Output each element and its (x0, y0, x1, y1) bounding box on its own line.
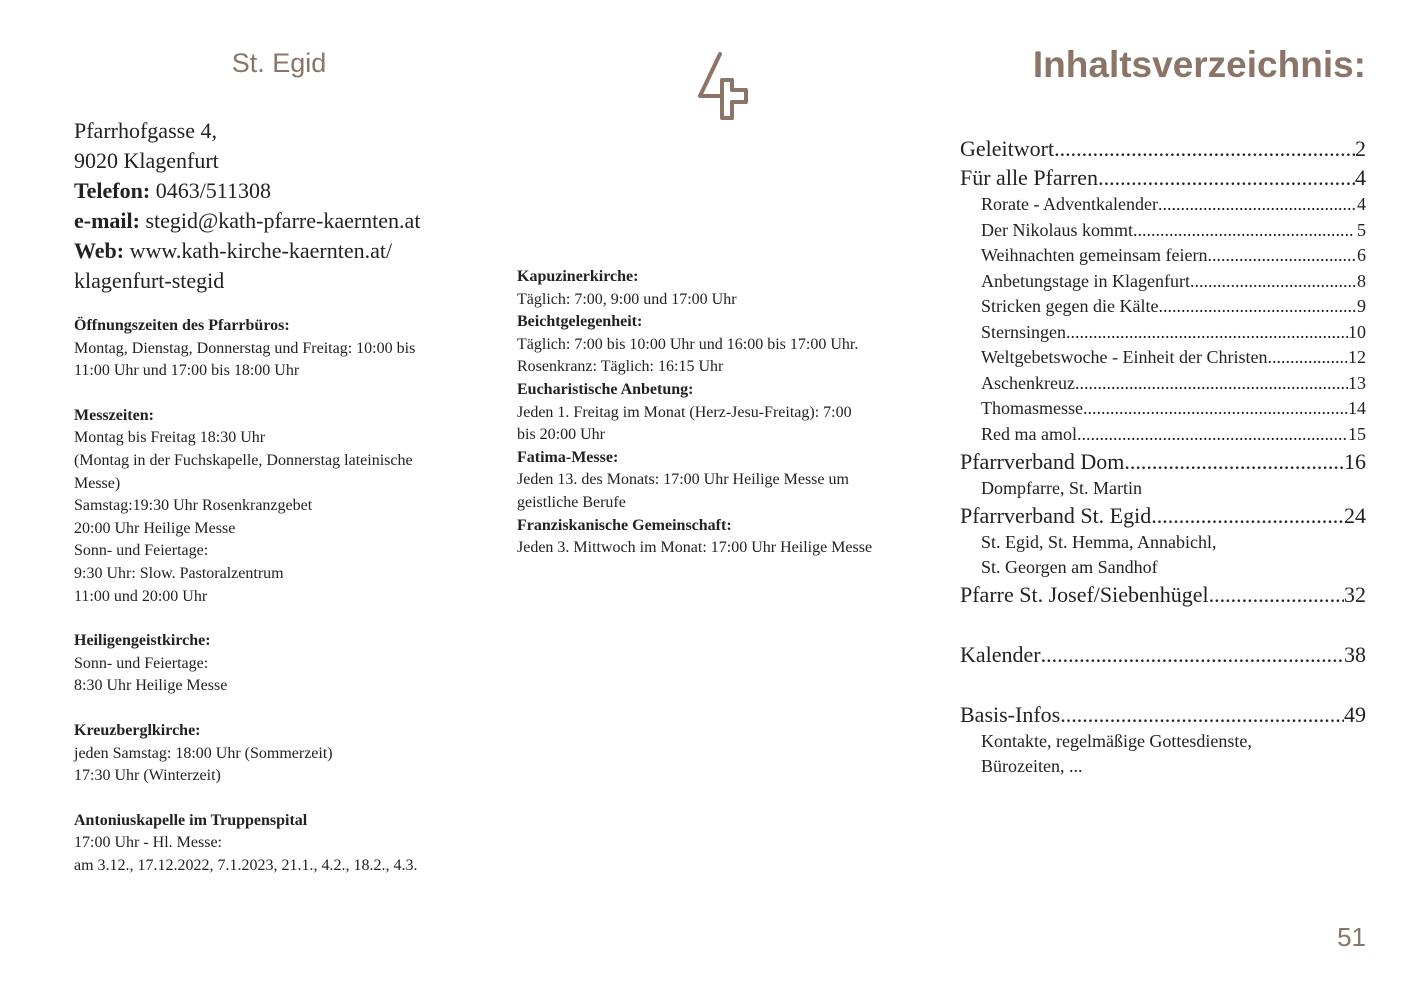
section-line: am 3.12., 17.12.2022, 7.1.2023, 21.1., 4.2., 18.2., 4.3. (74, 856, 418, 874)
toc-entry-title: Pfarre St. Josef/Siebenhügel (960, 582, 1209, 607)
toc-subentry[interactable] (960, 422, 1366, 448)
toc-entry-page: 49 (1344, 702, 1366, 727)
section-line: 9:30 Uhr: Slow. Pastoralzentrum (74, 564, 284, 582)
toc-title: Inhaltsverzeichnis: (1032, 44, 1366, 85)
toc-entry-page: 14 (1348, 398, 1366, 418)
toc-entry-page: 13 (1348, 372, 1366, 393)
web-link-continued[interactable]: klagenfurt-stegid (74, 268, 225, 293)
table-of-contents (960, 134, 1366, 779)
section-heading: Fatima-Messe: (517, 448, 619, 466)
phone-line (74, 176, 504, 206)
section-heading: Franziskanische Gemeinschaft: (517, 516, 732, 534)
section-line: Messe) (74, 474, 121, 492)
web-link[interactable]: www.kath-kirche-kaernten.at/ (129, 238, 393, 263)
toc-entry-title: Weltgebetswoche - Einheit der Christen (981, 347, 1268, 367)
toc-entry-title: Pfarrverband St. Egid (960, 503, 1152, 528)
toc-subentry[interactable] (960, 192, 1366, 218)
section-office-hours (74, 315, 494, 383)
middle-schedule-sections (517, 266, 937, 560)
toc-entry-page: 5 (1352, 219, 1366, 240)
toc-entry-title: Basis-Infos (960, 702, 1061, 727)
section-heading: Beichtgelegenheit: (517, 313, 643, 331)
toc-entry-page: 2 (1355, 136, 1366, 161)
section-line: Jeden 3. Mittwoch im Monat: 17:00 Uhr Heilige Messe (517, 539, 873, 557)
web-line (74, 236, 504, 266)
section-line: Täglich: 7:00 bis 10:00 Uhr und 16:00 bis 17:00 Uhr. (517, 335, 859, 353)
phone-label: Telefon: (74, 178, 151, 203)
section-line: jeden Samstag: 18:00 Uhr (Sommerzeit) (74, 744, 333, 762)
address-city: 9020 Klagenfurt (74, 148, 219, 173)
toc-entry[interactable] (960, 580, 1366, 609)
toc-entry-title: Red ma amol (981, 423, 1077, 444)
section-line: (Montag in der Fuchskapelle, Donnerstag lateinische (74, 451, 413, 469)
section-line: 8:30 Uhr Heilige Messe (74, 677, 228, 695)
toc-subentry[interactable] (960, 371, 1366, 397)
toc-leader-dots (1060, 700, 1344, 729)
toc-entry-page: 6 (1357, 245, 1366, 265)
toc-note: St. Egid, St. Hemma, Annabichl, (981, 532, 1217, 552)
toc-subentry[interactable] (960, 218, 1366, 244)
section-line: Sonn- und Feiertage: (74, 654, 209, 672)
toc-subentry[interactable] (960, 243, 1366, 269)
section-heading: Antoniuskapelle im Truppenspital (74, 811, 308, 829)
toc-entry-title: Pfarrverband Dom (960, 449, 1125, 474)
toc-subentry[interactable] (960, 345, 1366, 371)
toc-entry-title: Rorate - Adventkalender (981, 194, 1158, 214)
toc-leader-dots (1075, 371, 1348, 397)
toc-entry-page: 4 (1357, 194, 1366, 214)
toc-entry-page: 12 (1348, 347, 1366, 367)
toc-entry-page: 24 (1344, 503, 1366, 528)
toc-subentry[interactable] (960, 269, 1366, 295)
toc-entry-page: 32 (1344, 582, 1366, 607)
section-line: Samstag:19:30 Uhr Rosenkranzgebet (74, 497, 313, 515)
toc-entry-page: 16 (1344, 449, 1366, 474)
section-line: Jeden 13. des Monats: 17:00 Uhr Heilige Messe um (517, 471, 849, 489)
section-line: Täglich: 7:00, 9:00 und 17:00 Uhr (517, 290, 737, 308)
section-heading: Messzeiten: (74, 406, 154, 424)
toc-subentry[interactable] (960, 294, 1366, 320)
toc-note: Dompfarre, St. Martin (981, 478, 1142, 498)
toc-note: St. Georgen am Sandhof (981, 557, 1158, 577)
toc-leader-dots (1041, 640, 1344, 669)
section-line: Sonn- und Feiertage: (74, 542, 209, 560)
section-adoration (517, 379, 937, 447)
toc-entry[interactable] (960, 134, 1366, 163)
toc-entry-page: 8 (1357, 270, 1366, 291)
four-cross-logo-icon (694, 50, 754, 124)
toc-leader-dots (1158, 294, 1357, 320)
section-heiligengeistkirche (74, 630, 494, 698)
section-heading: Öffnungszeiten des Pfarrbüros: (74, 317, 290, 334)
toc-entry-title: Stricken gegen die Kälte (981, 296, 1159, 316)
toc-leader-dots (1190, 269, 1357, 295)
toc-entry-title: Der Nikolaus kommt (981, 219, 1133, 240)
section-line: geistliche Berufe (517, 493, 626, 511)
toc-entry-title: Sternsingen (981, 321, 1066, 342)
section-franciscan (517, 515, 937, 560)
section-kapuzinerkirche (517, 266, 937, 311)
section-line: Montag bis Freitag 18:30 Uhr (74, 429, 266, 447)
section-mass-times (74, 405, 494, 608)
toc-subentry[interactable] (960, 396, 1366, 422)
toc-entry[interactable] (960, 163, 1366, 192)
toc-leader-dots (1209, 580, 1344, 609)
toc-entry-page: 9 (1357, 296, 1366, 316)
toc-entry-title: Kalender (960, 642, 1041, 667)
page-number: 51 (1337, 922, 1366, 952)
section-line: bis 20:00 Uhr (517, 426, 605, 444)
toc-entry-title: Anbetungstage in Klagenfurt (981, 270, 1190, 291)
toc-leader-dots (1151, 501, 1344, 530)
section-line: 11:00 und 20:00 Uhr (74, 587, 208, 605)
section-fatima (517, 447, 937, 515)
toc-leader-dots (1098, 163, 1355, 192)
web-label: Web: (74, 238, 125, 263)
toc-note: Bürozeiten, ... (981, 756, 1083, 776)
section-heading: Heiligengeistkirche: (74, 632, 211, 650)
address-street: Pfarrhofgasse 4, (74, 118, 217, 143)
toc-entry-title: Weihnachten gemeinsam feiern (981, 245, 1208, 265)
address-block (74, 116, 504, 296)
section-line: 17:30 Uhr (Winterzeit) (74, 767, 221, 785)
toc-entry-title: Geleitwort (960, 136, 1055, 161)
toc-leader-dots (1124, 447, 1344, 476)
toc-entry-title: Thomasmesse (981, 398, 1083, 418)
section-heading: Kapuzinerkirche: (517, 268, 639, 285)
section-kreuzberglkirche (74, 720, 494, 788)
section-heading: Eucharistische Anbetung: (517, 380, 694, 398)
section-heading: Kreuzberglkirche: (74, 721, 201, 739)
email-line (74, 206, 504, 236)
toc-leader-dots (1158, 192, 1357, 218)
toc-leader-dots (1054, 134, 1355, 163)
toc-entry-page: 15 (1348, 423, 1366, 444)
phone-number: 0463/511308 (155, 178, 271, 203)
toc-entry-page: 38 (1344, 642, 1366, 667)
section-antoniuskapelle (74, 810, 494, 878)
section-line: Jeden 1. Freitag im Monat (Herz-Jesu-Freitag): 7:00 (517, 403, 852, 421)
section-line: 17:00 Uhr - Hl. Messe: (74, 834, 222, 852)
toc-leader-dots (1133, 218, 1353, 244)
email-link[interactable]: stegid@kath-pfarre-kaernten.at (145, 208, 421, 233)
toc-leader-dots (1207, 243, 1357, 269)
toc-leader-dots (1267, 345, 1348, 371)
toc-entry[interactable] (960, 700, 1366, 729)
toc-entry[interactable] (960, 501, 1366, 530)
toc-entry-page: 4 (1355, 165, 1366, 190)
toc-leader-dots (1083, 396, 1348, 422)
parish-title: St. Egid (231, 48, 327, 78)
toc-entry[interactable] (960, 447, 1366, 476)
section-line: Rosenkranz: Täglich: 16:15 Uhr (517, 358, 724, 376)
section-line: 20:00 Uhr Heilige Messe (74, 519, 236, 537)
toc-entry-page: 10 (1348, 321, 1366, 342)
toc-entry-title: Für alle Pfarren (960, 165, 1099, 190)
email-label: e-mail: (74, 208, 140, 233)
toc-leader-dots (1066, 320, 1348, 346)
section-line: Montag, Dienstag, Donnerstag und Freitag: 10:00 bis (74, 339, 416, 357)
section-confession (517, 311, 937, 379)
toc-entry-title: Aschenkreuz (981, 372, 1075, 393)
section-line: 11:00 Uhr und 17:00 bis 18:00 Uhr (74, 362, 300, 380)
left-schedule-sections (74, 315, 494, 877)
toc-note: Kontakte, regelmäßige Gottesdienste, (981, 731, 1252, 751)
toc-leader-dots (1077, 422, 1348, 448)
toc-subentry[interactable] (960, 320, 1366, 346)
toc-entry[interactable] (960, 640, 1366, 669)
